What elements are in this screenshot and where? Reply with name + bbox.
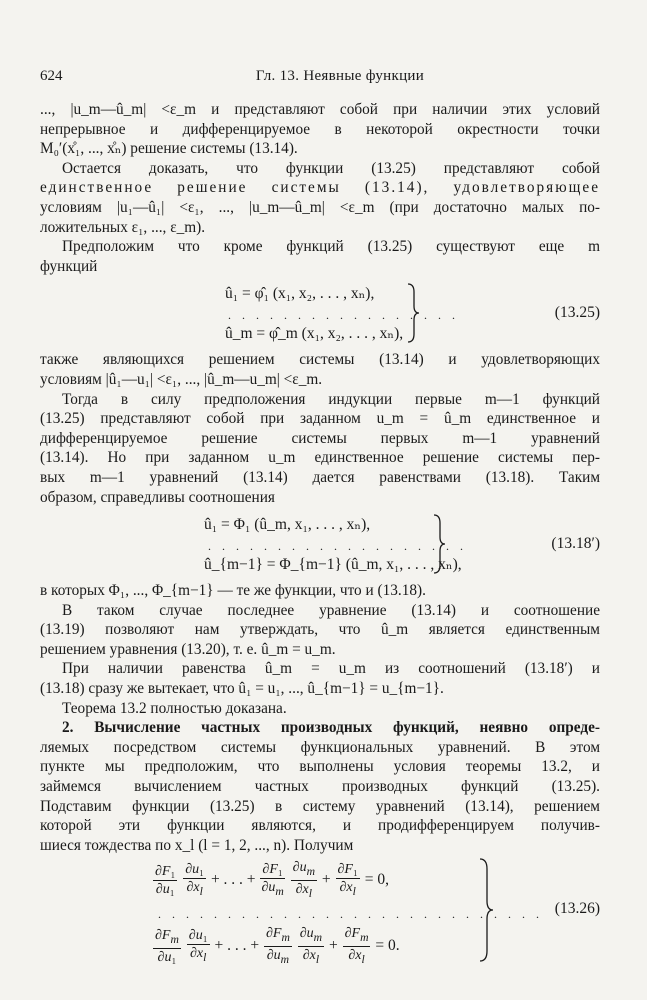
page-header [40, 68, 600, 90]
equation-dots: . . . . . . . . . . . . . . . . . [228, 308, 459, 323]
paragraph-8 [40, 659, 600, 698]
section-heading-line: 2. Вычисление частных производных функций, неявно опреде- [62, 719, 600, 737]
text-line: M₀′(x̊₁, ..., x̊ₙ) решение системы (13.14). [40, 140, 298, 158]
paragraph-6 [40, 581, 600, 601]
text-line: решением уравнения (13.20), т. е. û_m = u_m. [40, 640, 336, 658]
paragraph-7 [40, 601, 600, 660]
text-line: (13.19) позволяют нам утверждать, что û_m является единственным [40, 621, 600, 639]
page-number: 624 [40, 68, 63, 84]
text-line: займемся вычислением частных производных функций (13.25). [40, 778, 600, 796]
equation-row: $\frac{\partial F_m}{\text{∂u₁}}$ $\frac{\text{∂u₁}}{\partial x_l}$ + . . . + $\frac{\partial F_m}{\partial u_m}$ $\frac{\partial u_m}{\partial x_l}$ + $\frac{\partial F_m}{\partial x_l}$ = 0. [155, 926, 400, 966]
text-line: Тогда в силу предположения индукции первые m—1 функций [62, 390, 600, 408]
text-line: шиеся тождества по x_l (l = 1, 2, ..., n). Получим [40, 836, 354, 854]
text-line: единственное решение системы (13.14), удовлетворяющее [40, 179, 600, 197]
text-line: функций [40, 257, 98, 275]
text-line: Предположим что кроме функций (13.25) существуют еще m [62, 238, 600, 256]
paragraph-10 [40, 718, 600, 855]
text-line: непрерывное и дифференцируемое в некоторой окрестности точки [40, 120, 600, 138]
text-line: Теорема 13.2 полностью доказана. [62, 699, 287, 717]
text-line: также являющихся решением системы (13.14) и удовлетворяющих [40, 351, 600, 369]
text-line: ложительных ε₁, ..., ε_m). [40, 218, 206, 236]
text-line: которой эти функции являются, и продифференцируем получив- [40, 817, 600, 835]
text-line: условиям |u₁—û₁| <ε₁, ..., |u_m—û_m| <ε_m (при достаточно малых по- [40, 198, 600, 216]
text-line: Остается доказать, что функции (13.25) представляют собой [62, 159, 600, 177]
equation-row: û_m = φ̂_m (x₁, x₂, . . . , xₙ), [225, 325, 404, 343]
text-line: ..., |u_m—û_m| <ε_m и представляют собой при наличии этих условий [40, 101, 600, 118]
right-brace-icon [406, 282, 420, 344]
equation-dots: . . . . . . . . . . . . . . . . . . . [208, 539, 467, 554]
right-brace-icon [432, 513, 446, 575]
text-line: (13.18) сразу же вытекает, что û₁ = u₁, ..., û_{m−1} = u_{m−1}. [40, 680, 444, 698]
text-line: ляемых посредством системы функциональных уравнений. В этом [40, 738, 600, 756]
text-line: (13.14). Но при заданном u_m единственное решение системы пер- [40, 449, 600, 467]
paragraph-4 [40, 350, 600, 389]
text-line: в которых Φ₁, ..., Φ_{m−1} — те же функции, что и (13.18). [40, 582, 426, 600]
equation-dots: . . . . . . . . . . . . . . . . . . . . . . . . . . . . [158, 907, 543, 922]
equation-row: û₁ = φ̂₁ (x₁, x₂, . . . , xₙ), [225, 285, 375, 303]
paragraph-1 [40, 100, 600, 159]
text-line: условиям |û₁—u₁| <ε₁, ..., |û_m—u_m| <ε_m. [40, 370, 323, 388]
text-line: В таком случае последнее уравнение (13.14) и соотношение [62, 601, 600, 619]
equation-13-25 [40, 276, 600, 350]
text-line: (13.25) представляют собой при заданном u_m = û_m единственное и [40, 410, 600, 428]
page-body [40, 100, 600, 965]
equation-row: $\frac{\text{∂F₁}}{\text{∂u₁}}$ $\frac{\text{∂u₁}}{\partial x_l}$ + . . . + $\frac{\text{∂F₁}}{\partial u_m}$ $\frac{\partial u_m}{\partial x_l}$ + $\frac{\text{∂F₁}}{\partial x_l}$ = 0, [155, 860, 390, 900]
paragraph-5 [40, 390, 600, 508]
paragraph-9 [40, 699, 600, 719]
equation-13-26 [40, 855, 600, 965]
equation-number: (13.25) [554, 304, 600, 322]
equation-number: (13.18′) [551, 535, 600, 553]
text-line: вых m—1 уравнений (13.14) дается равенствами (13.18). Таким [40, 468, 600, 486]
equation-row: û₁ = Φ₁ (û_m, x₁, . . . , xₙ), [204, 516, 371, 534]
text-line: дифференцируемое решение системы первых m—1 уравнений [40, 429, 600, 447]
equation-13-18-prime [40, 507, 600, 581]
book-page [40, 68, 600, 966]
paragraph-3 [40, 237, 600, 276]
paragraph-2 [40, 159, 600, 237]
equation-number: (13.26) [554, 900, 600, 918]
text-line: Подставим функции (13.25) в систему уравнений (13.14), решением [40, 797, 600, 815]
equation-row: û_{m−1} = Φ_{m−1} (û_m, x₁, . . . , xₙ), [204, 556, 462, 574]
text-line: При наличии равенства û_m = u_m из соотношений (13.18′) и [62, 660, 600, 678]
text-line: образом, справедливы соотношения [40, 488, 275, 506]
running-title: Гл. 13. Неявные функции [255, 68, 425, 84]
text-line: пункте мы предположим, что выполнены условия теоремы 13.2, и [40, 758, 600, 776]
right-brace-icon [478, 857, 494, 963]
